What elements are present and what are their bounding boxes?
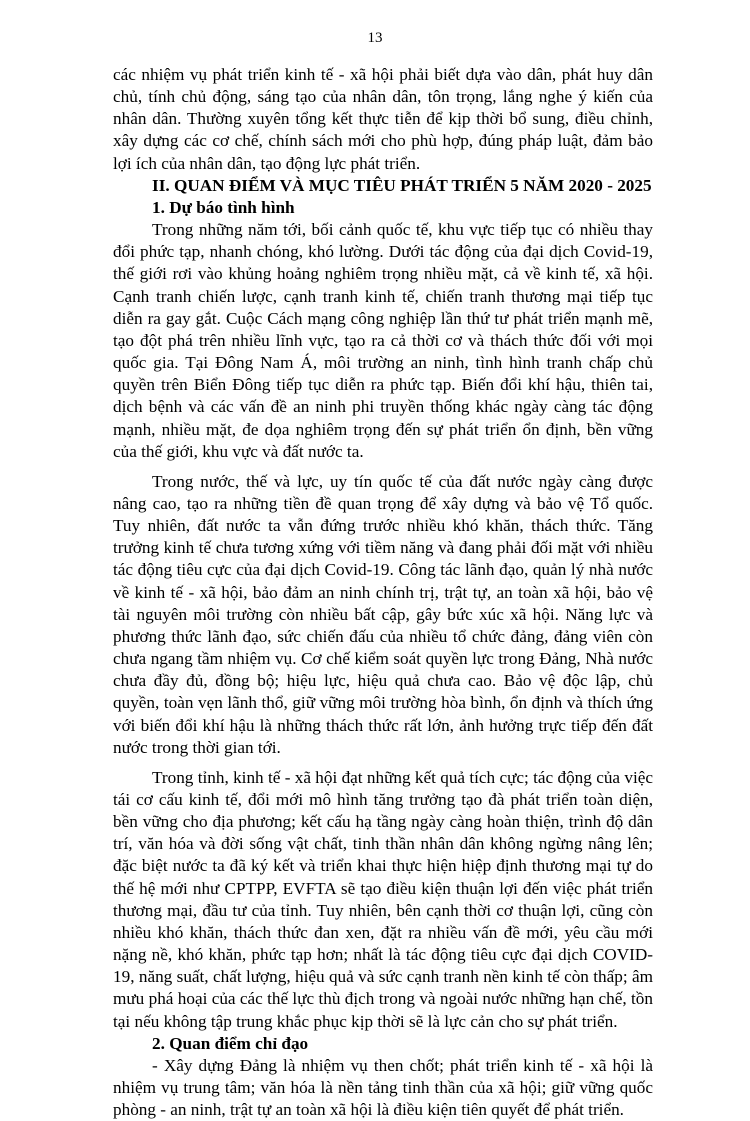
subsection-heading-guidelines: 2. Quan điểm chỉ đạo [152,1033,309,1053]
subsection-heading-forecast: 1. Dự báo tình hình [152,197,295,217]
paragraph-international: Trong những năm tới, bối cảnh quốc tế, khu vực tiếp tục có nhiều thay đổi phức tạp, nhanh chóng, khó lường. Dưới tác động của đại dịch Covid-19, thế giới rơi vào khủng hoảng nghiêm trọng nhiều mặt, cả về kinh tế, xã hội. Cạnh tranh chiến lược, cạnh tranh kinh tế, chiến tranh thương mại tiếp tục diễn ra gay gắt. Cuộc Cách mạng công nghiệp lần thứ tư phát triển mạnh mẽ, tạo đột phá trên nhiều lĩnh vực, tạo ra cả thời cơ và thách thức đối với mọi quốc gia. Tại Đông Nam Á, môi trường an ninh, tình hình tranh chấp chủ quyền trên Biển Đông tiếp tục diễn ra phức tạp. Biến đổi khí hậu, thiên tai, dịch bệnh và các vấn đề an ninh phi truyền thống khác ngày càng tác động mạnh, nhiều mặt, đe dọa nghiêm trọng đến sự phát triển ổn định, bền vững của thế giới, khu vực và đất nước ta. [113,220,653,461]
page-number: 13 [367,30,383,46]
section-heading: II. QUAN ĐIỂM VÀ MỤC TIÊU PHÁT TRIỂN 5 NĂM 2020 - 2025 [152,175,652,195]
paragraph-domestic: Trong nước, thế và lực, uy tín quốc tế của đất nước ngày càng được nâng cao, tạo ra những tiền đề quan trọng để xây dựng và bảo vệ Tổ quốc. Tuy nhiên, đất nước ta vẫn đứng trước nhiều khó khăn, thách thức. Tăng trưởng kinh tế chưa tương xứng với tiềm năng và đang phải đối mặt với nhiều tác động tiêu cực của đại dịch Covid-19. Công tác lãnh đạo, quản lý nhà nước về kinh tế - xã hội, bảo đảm an ninh chính trị, trật tự, an toàn xã hội, bảo vệ tài nguyên môi trường còn nhiều bất cập, gây bức xúc xã hội. Năng lực và phương thức lãnh đạo, sức chiến đấu của nhiều tổ chức đảng, đảng viên còn chưa ngang tầm nhiệm vụ. Cơ chế kiểm soát quyền lực trong Đảng, Nhà nước chưa đầy đủ, đồng bộ; hiệu lực, hiệu quả chưa cao. Bảo vệ độc lập, chủ quyền, toàn vẹn lãnh thổ, giữ vững môi trường hòa bình, ổn định và thích ứng với biến đổi khí hậu là những thách thức rất lớn, ảnh hưởng trực tiếp đến đất nước trong thời gian tới. [113,471,653,757]
paragraph-guideline-1: - Xây dựng Đảng là nhiệm vụ then chốt; phát triển kinh tế - xã hội là nhiệm vụ trung tâm; văn hóa là nền tảng tinh thần của xã hội; giữ vững quốc phòng - an ninh, trật tự an toàn xã hội là điều kiện tiên quyết để phát triển. [113,1055,653,1120]
page-content [113,64,653,1121]
continuation-paragraph: các nhiệm vụ phát triển kinh tế - xã hội phải biết dựa vào dân, phát huy dân chủ, tính chủ động, sáng tạo của nhân dân, tôn trọng, lắng nghe ý kiến của nhân dân. Thường xuyên tổng kết thực tiễn để kịp thời bổ sung, điều chỉnh, xây dựng các cơ chế, chính sách mới cho phù hợp, đúng pháp luật, đảm bảo lợi ích của nhân dân, tạo động lực phát triển. [113,65,653,173]
paragraph-provincial: Trong tỉnh, kinh tế - xã hội đạt những kết quả tích cực; tác động của việc tái cơ cấu kinh tế, đổi mới mô hình tăng trưởng tạo đà phát triển toàn diện, bền vững cho địa phương; kết cấu hạ tầng ngày càng hoàn thiện, trình độ dân trí, văn hóa và đời sống vật chất, tinh thần nhân dân không ngừng nâng lên; đặc biệt nước ta đã ký kết và triển khai thực hiện hiệp định thương mại tự do thế hệ mới như CPTPP, EVFTA sẽ tạo điều kiện thuận lợi đến việc phát triển thương mại, đầu tư của tỉnh. Tuy nhiên, bên cạnh thời cơ thuận lợi, cũng còn nhiều khó khăn, thách thức đan xen, đặt ra nhiều vấn đề mới, yêu cầu mới nặng nề, khó khăn, phức tạp hơn; nhất là tác động tiêu cực đại dịch COVID-19, năng suất, chất lượng, hiệu quả và sức cạnh tranh nền kinh tế còn thấp; âm mưu phá hoại của các thế lực thù địch trong và ngoài nước những hạn chế, tồn tại nếu không tập trung khắc phục kịp thời sẽ là lực cản cho sự phát triển. [113,767,653,1031]
